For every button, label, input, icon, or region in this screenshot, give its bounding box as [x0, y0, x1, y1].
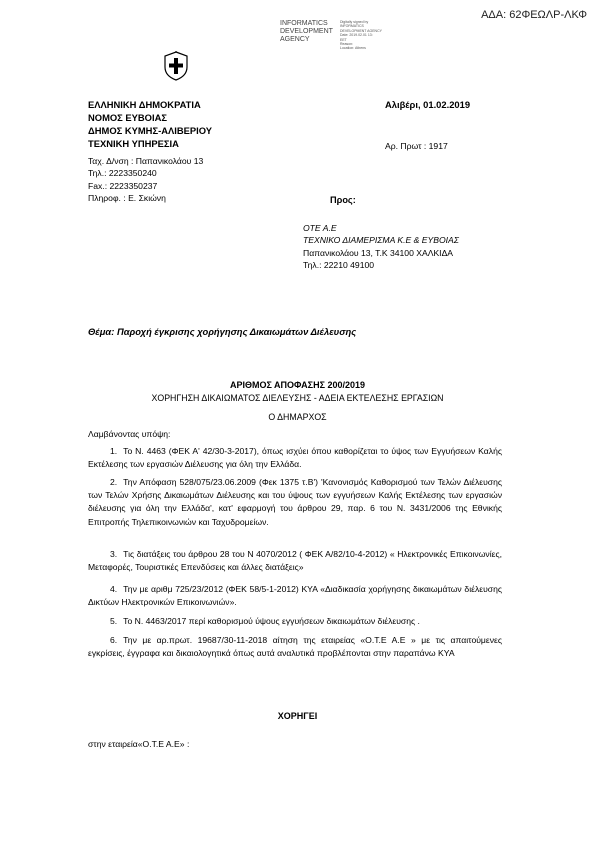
decision-number: ΑΡΙΘΜΟΣ ΑΠΟΦΑΣΗΣ 200/2019: [229, 380, 366, 390]
signature-watermark: [280, 20, 333, 44]
item-number: 6.: [110, 635, 118, 645]
company-line: στην εταιρεία«Ο.Τ.Ε Α.Ε» :: [88, 739, 190, 749]
contact-fax: Fax.: 2223350237: [88, 180, 158, 191]
contact-info-person: Πληροφ. : Ε. Σκιώνη: [88, 193, 166, 204]
recipient-line: ΟΤΕ Α.Ε: [303, 223, 337, 233]
document-date: Αλιβέρι, 01.02.2019: [385, 99, 471, 110]
item-number: 5.: [110, 616, 118, 626]
item-text: Το Ν. 4463 (ΦΕΚ Α' 42/30-3-2017), όπως ισχύει όπου καθορίζεται το ύψος των Εγγυήσεων Καλής Εκτέλεσης των εργασιών Διέλευσης για όλη την Ελλάδα.: [88, 446, 502, 470]
item-number: 2.: [110, 477, 118, 487]
signature-detail-line: EET: [340, 37, 347, 42]
signature-detail-line: INFORMATICS: [340, 24, 364, 29]
issuer-block: [88, 98, 212, 150]
item-number: 3.: [110, 549, 118, 559]
signature-detail-line: Date: 2019.02.01 13:: [340, 33, 373, 38]
grants-heading: ΧΟΡΗΓΕΙ: [277, 711, 318, 721]
list-item: [88, 548, 502, 574]
list-item: [88, 476, 502, 529]
protocol-number: Αρ. Πρωτ : 1917: [385, 141, 448, 151]
item-text: Την με αριθμ 725/23/2012 (ΦΕΚ 58/5-1-2012) ΚΥΑ «Διαδικασία χορήγησης δικαιωμάτων διέλευσης Δικτύων Ηλεκτρονικών Επικοινωνιών».: [88, 584, 502, 608]
contact-details: [88, 155, 203, 205]
item-number: 1.: [110, 446, 118, 456]
item-text: Τις διατάξεις του άρθρου 28 του Ν 4070/2012 ( ΦΕΚ Α/82/10-4-2012) « Ηλεκτρονικές Επικοινωνίες, Μεταφορές, Τουριστικές Επενδύσεις και άλλες διατάξεις»: [88, 549, 502, 573]
issuer-line: ΤΕΧΝΙΚΗ ΥΠΗΡΕΣΙΑ: [88, 138, 179, 149]
signature-detail-line: Digitally signed by: [340, 20, 369, 24]
issuer-line: ΝΟΜΟΣ ΕΥΒΟΙΑΣ: [88, 112, 167, 123]
list-item: [88, 583, 502, 609]
decision-title: ΧΟΡΗΓΗΣΗ ΔΙΚΑΙΩΜΑΤΟΣ ΔΙΕΛΕΥΣΗΣ - ΑΔΕΙΑ ΕΚΤΕΛΕΣΗΣ ΕΡΓΑΣΙΩΝ: [151, 393, 444, 403]
recipient-line: Παπανικολάου 13, Τ.Κ 34100 ΧΑΛΚΙΔΑ: [303, 247, 454, 258]
signature-detail-line: DEVELOPMENT AGENCY: [340, 28, 382, 33]
issuer-line: ΔΗΜΟΣ ΚΥΜΗΣ-ΑΛΙΒΕΡΙΟΥ: [88, 125, 212, 136]
item-text: Την με αρ.πρωτ. 19687/30-11-2018 αίτηση της εταιρείας «Ο.Τ.Ε Α.Ε » με τις απαιτούμενες εγκρίσεις, έγγραφα και δικαιολογητικά όπως αυτά αναλυτικά προβλέπονται στην παραπάνω ΚΥΑ: [88, 635, 502, 659]
recipient-label: Προς:: [330, 195, 356, 205]
greek-emblem-icon: [163, 51, 189, 81]
item-number: 4.: [110, 584, 118, 594]
considering-label: Λαμβάνοντας υπόψη:: [88, 429, 171, 439]
list-item: [88, 634, 502, 660]
watermark-line: DEVELOPMENT: [280, 28, 333, 35]
mayor-heading: Ο ΔΗΜΑΡΧΟΣ: [268, 412, 327, 422]
watermark-line: AGENCY: [280, 36, 310, 43]
contact-phone: Τηλ.: 2223350240: [88, 168, 157, 179]
signature-detail-line: Location: Athens: [340, 46, 366, 51]
signature-detail-line: Reason:: [340, 42, 354, 47]
contact-address: Ταχ. Δ/νση : Παπανικολάου 13: [88, 156, 204, 166]
ada-code: ΑΔΑ: 62ΦΕΩΛΡ-ΛΚΦ: [481, 9, 587, 21]
list-item: [88, 615, 502, 628]
item-text: Την Απόφαση 528/075/23.06.2009 (Φεκ 1375 τ.Β') 'Κανονισμός Καθορισμού των Τελών Διέλευσης των Τελών Χρήσης Δικαιωμάτων Διέλευσης και του ύψους των εγγυήσεων Καλής Εκτέλεσης των εργασιών διέλευσης για όλη την Ελλάδα', κατ' εφαρμογή του άρθρου 29, παρ. 6 του Ν. 3431/2006 της Εθνικής Επιτροπής Τηλεπικοινωνιών και Ταχυδρομείων.: [88, 477, 502, 527]
item-text: Το Ν. 4463/2017 περί καθορισμού ύψους εγγυήσεων δικαιωμάτων διέλευσης .: [123, 616, 420, 626]
watermark-line: INFORMATICS: [280, 20, 328, 27]
issuer-line: ΕΛΛΗΝΙΚΗ ΔΗΜΟΚΡΑΤΙΑ: [88, 99, 201, 110]
recipient-line: Τηλ.: 22210 49100: [303, 260, 375, 271]
subject-line: Θέμα: Παροχή έγκρισης χορήγησης Δικαιωμάτων Διέλευσης: [88, 326, 357, 337]
list-item: [88, 445, 502, 471]
recipient-block: [303, 222, 459, 272]
signature-details: [340, 20, 382, 51]
recipient-line: ΤΕΧΝΙΚΟ ΔΙΑΜΕΡΙΣΜΑ Κ.Ε & ΕΥΒΟΙΑΣ: [303, 235, 459, 246]
